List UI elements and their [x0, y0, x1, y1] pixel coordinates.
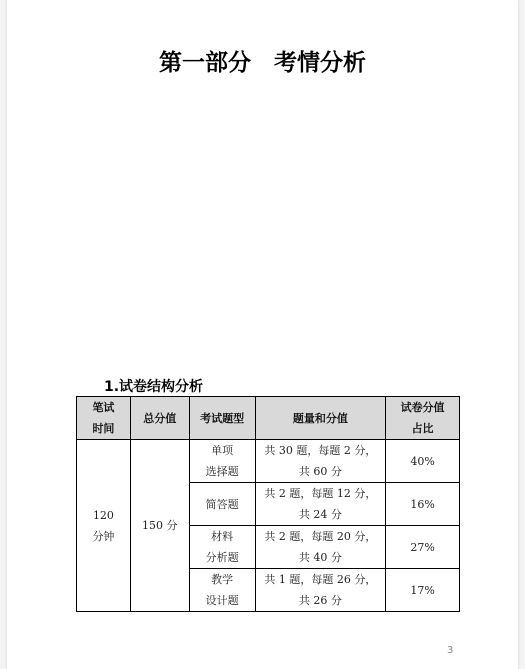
table-row — [77, 440, 460, 483]
quantity-cell — [255, 569, 386, 612]
question-type-cell — [189, 483, 255, 526]
header-exam-time — [77, 397, 131, 440]
question-type-cell — [189, 440, 255, 483]
section-heading: 1.试卷结构分析 — [104, 379, 204, 395]
page-number: 3 — [447, 645, 454, 656]
cell-line: 共 30 题，每题 2 分， — [264, 444, 377, 457]
exam-time-cell — [77, 440, 131, 612]
header-quantity-score — [255, 397, 386, 440]
quantity-cell — [255, 526, 386, 569]
header-line: 笔试 — [92, 401, 115, 414]
question-type-cell — [189, 526, 255, 569]
ratio-cell: 16% — [386, 483, 460, 526]
cell-line: 简答题 — [205, 497, 239, 511]
cell-line: 分钟 — [92, 529, 115, 543]
header-line: 试卷分值 — [400, 401, 445, 414]
question-type-cell — [189, 569, 255, 612]
ratio-cell: 17% — [386, 569, 460, 612]
header-question-type — [189, 397, 255, 440]
quantity-cell — [255, 440, 386, 483]
ratio-cell: 27% — [386, 526, 460, 569]
cell-line: 教学 — [211, 573, 234, 586]
header-line: 总分值 — [143, 411, 177, 425]
cell-line: 单项 — [211, 444, 234, 457]
header-line: 题量和分值 — [292, 411, 348, 425]
cell-line: 共 2 题，每题 12 分， — [264, 487, 377, 500]
cell-line: 共 40 分 — [298, 551, 342, 564]
page-title: 第一部分 考情分析 — [159, 50, 366, 76]
cell-line: 共 1 题，每题 26 分， — [264, 573, 377, 586]
header-line: 考试题型 — [200, 411, 245, 425]
cell-line: 材料 — [211, 530, 234, 543]
cell-line: 共 2 题，每题 20 分， — [264, 530, 377, 543]
header-line: 占比 — [411, 422, 434, 435]
total-score-cell: 150 分 — [130, 440, 189, 612]
table-header-row — [77, 397, 460, 440]
document-page — [7, 0, 518, 669]
cell-line: 共 60 分 — [298, 465, 342, 478]
cell-line: 共 24 分 — [298, 508, 342, 521]
header-line: 时间 — [92, 422, 115, 435]
quantity-cell — [255, 483, 386, 526]
cell-line: 设计题 — [205, 594, 239, 607]
cell-line: 选择题 — [205, 465, 239, 478]
exam-structure-table — [76, 396, 460, 612]
cell-line: 120 — [92, 508, 114, 522]
header-total-score — [130, 397, 189, 440]
header-score-ratio — [386, 397, 460, 440]
cell-line: 共 26 分 — [298, 594, 342, 607]
ratio-cell: 40% — [386, 440, 460, 483]
cell-line: 分析题 — [205, 551, 239, 564]
